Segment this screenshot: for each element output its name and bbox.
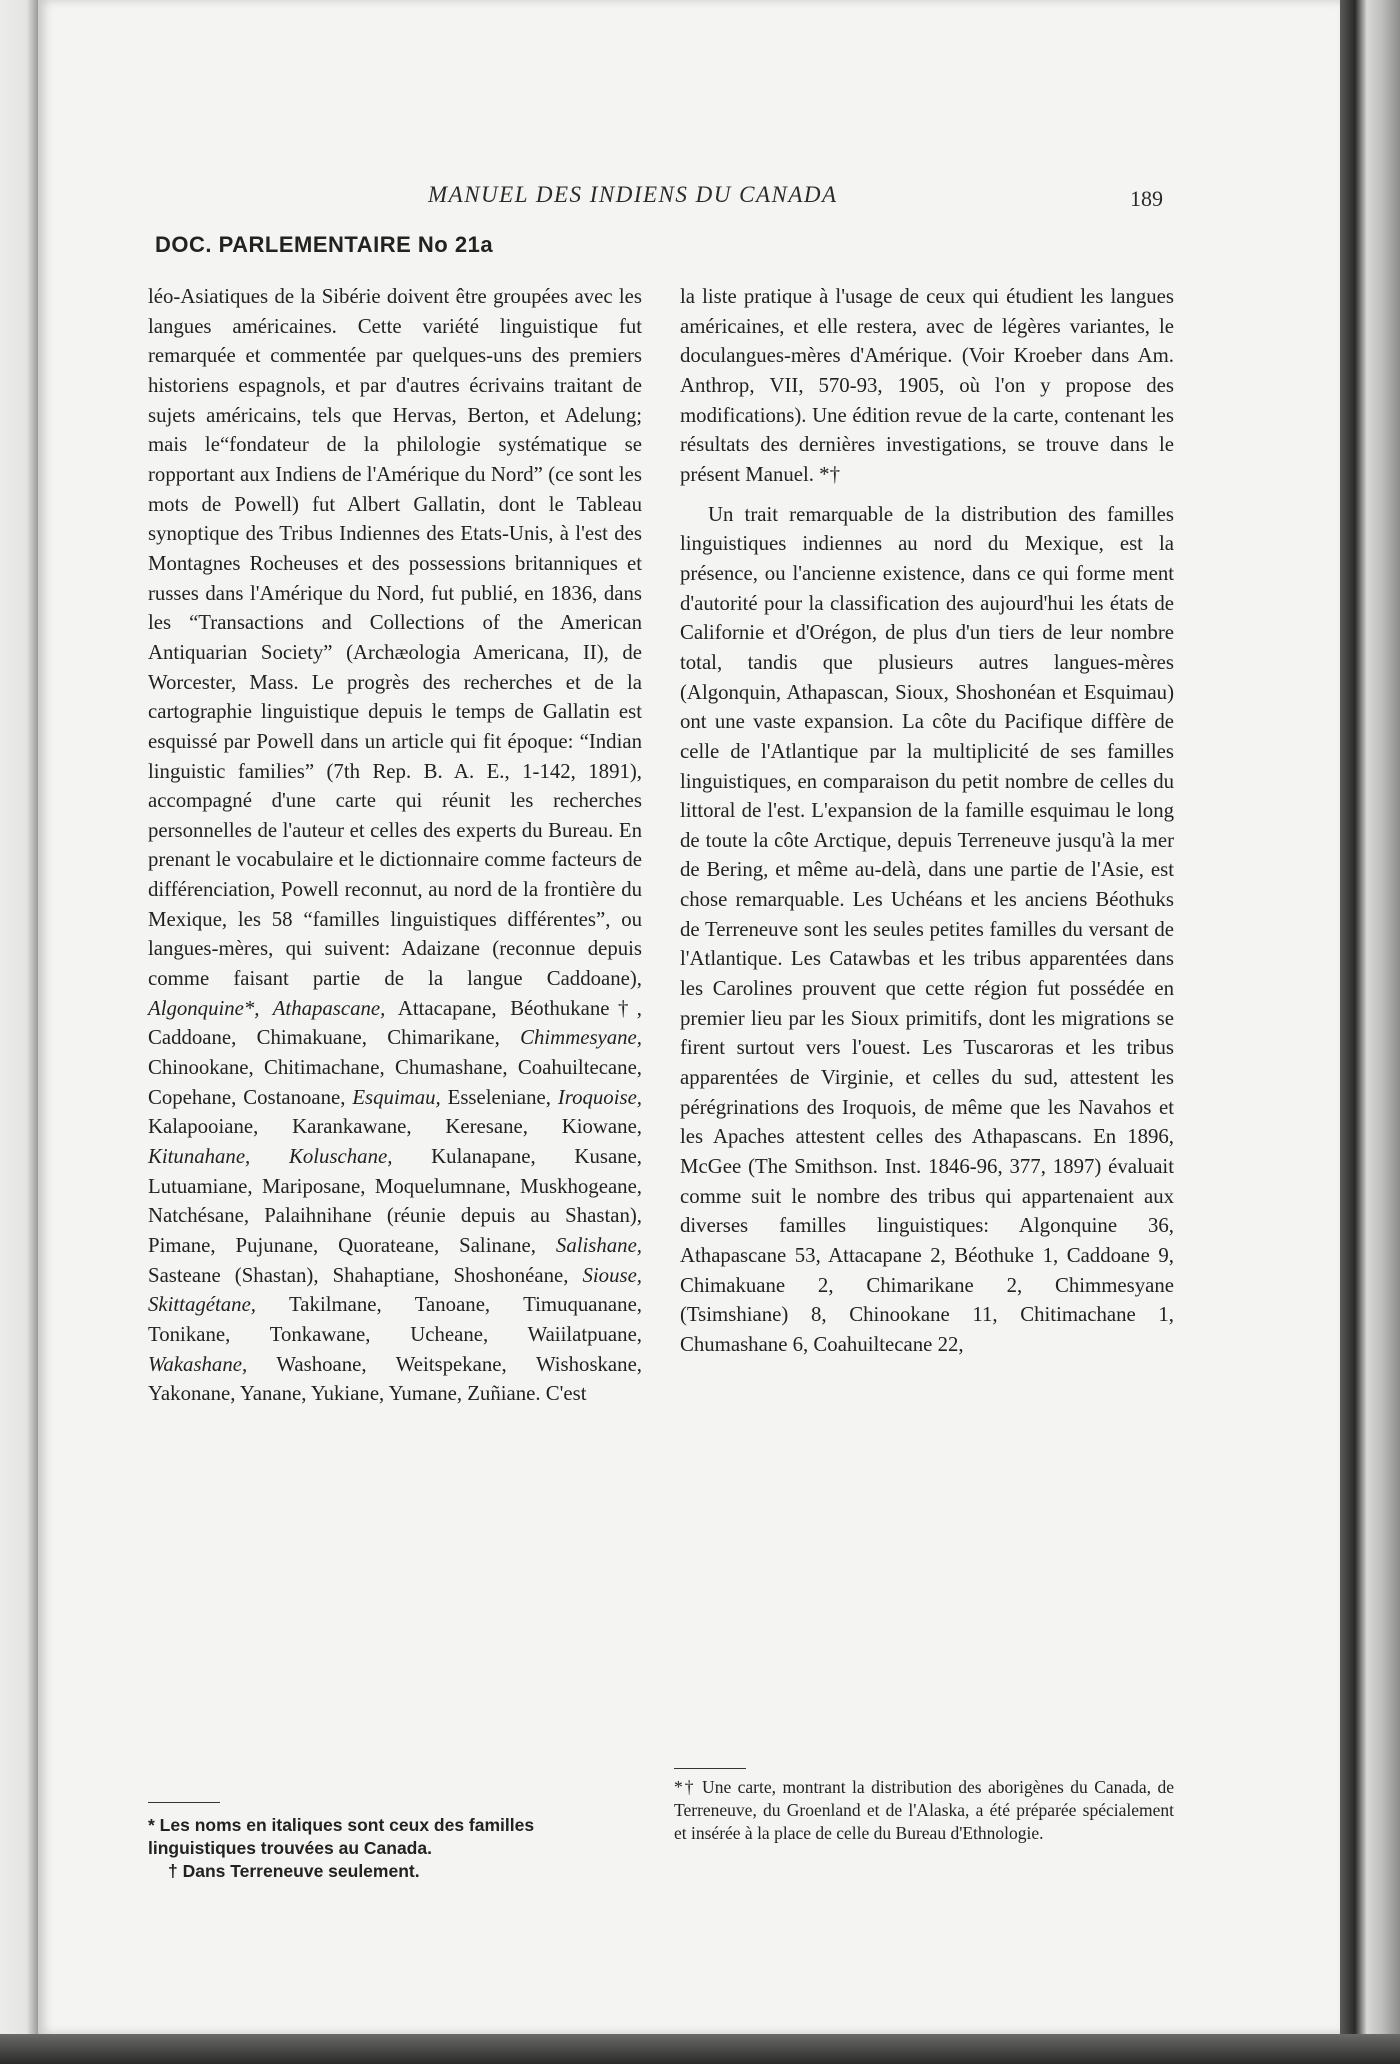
italic-family-name: Chimmesyane, <box>520 1026 642 1050</box>
roman-volume: VII <box>769 373 799 397</box>
roman-volume: II <box>582 640 597 664</box>
text-run: Attacapane, Béothukane†, Caddoane, Chimakuane, Chimarikane, <box>148 996 642 1050</box>
left-paragraph <box>148 282 642 1409</box>
italic-family-name: Kitunahane, Koluschane, <box>148 1145 393 1169</box>
right-column <box>680 282 1174 1360</box>
text-run: léo-Asiatiques de la Sibérie doivent être groupées avec les langues américaines. Cette variété linguistique fut remarquée et commentée par quelques-uns des premiers historiens espagnols, et par d'autres écrivains traitant de sujets américains, tels que Hervas, Berton, et Adelung; mais le“fondateur de la philologie systématique se ropportant aux Indiens de l'Amérique du Nord” (ce sont les mots de Powell) fut Albert Gallatin, dont le Tableau synoptique des Tribus Indiennes des Etats-Unis, à l'est des Montagnes Rocheuses et des possessions britanniques et russes dans l'Amérique du Nord, fut publié, en 1836, dans les “Transactions and Collections of the American Antiquarian Society” (Archæologia Americana, <box>148 285 642 664</box>
text-run: Esseleniane, <box>440 1085 558 1109</box>
left-column <box>148 282 642 1409</box>
text-run: Chinookane, Chitimachane, Chumashane, Coahuiltecane, Copehane, Costanoane, <box>148 1056 642 1109</box>
footnote-rule-left <box>148 1802 220 1803</box>
italic-family-name: Esquimau, <box>352 1085 441 1109</box>
text-run: la liste pratique à l'usage de ceux qui étudient les langues américaines, et elle restera, avec de légères variantes, le doculangues-mères d'Amérique. (Voir Kroeber dans Am. Anthrop, <box>680 285 1174 397</box>
page-number: 189 <box>1130 186 1163 211</box>
scan-left-edge <box>0 0 38 2040</box>
footnote-terreneuve: † Dans Terreneuve seulement. <box>168 1861 420 1881</box>
right-paragraph-1 <box>680 282 1174 490</box>
italic-family-name: Iroquoise, <box>557 1085 643 1109</box>
footnote-italics: * Les noms en italiques sont ceux des familles linguistiques trouvées au Canada. <box>148 1815 535 1858</box>
text-run: Kalapooiane, Karankawane, Keresane, Kiowane, <box>148 1115 642 1139</box>
right-paragraph-2: Un trait remarquable de la distribution des familles linguistiques indiennes au nord du Mexique, est la présence, ou l'ancienne existence, dans ce qui forme ment d'autorité pour la classification des aujourd'hui les états de Californie et d'Orégon, de plus d'un tiers de leur nombre total, tandis que plusieurs autres langues-mères (Algonquin, Athapascan, Sioux, Shoshonéan et Esquimau) ont une vaste expansion. La côte du Pacifique diffère de celle de l'Atlantique par la multiplicité de ses familles linguistiques, en comparaison du petit nombre de celles du littoral de l'est. L'expansion de la famille esquimau le long de toute la côte Arctique, depuis Terreneuve jusqu'à la mer de Bering, et même au-delà, dans une partie de l'Asie, est chose remarquable. Les Uchéans et les anciens Béothuks de Terreneuve sont les seules petites familles du versant de l'Atlantique. Les Catawbas et les tribus apparentées dans les Carolines prouvent que cette région fut possédée en premier lieu par les Sioux primitifs, dont les migrations se firent surtout vers l'ouest. Les Tuscaroras et les tribus apparentées de Virginie, et celles du sud, attestent les pérégrinations des Iroquois, de même que les Navahos et les Apaches attestent celles des Athapascans. En 1896, McGee (The Smithson. Inst. 1846-96, 377, 1897) évaluait comme suit le nombre des tribus qui appartenaient aux diverses familles linguistiques: Algonquine 36, Athapascane 53, Attacapane 2, Béothuke 1, Caddoane 9, Chimakuane 2, Chimarikane 2, Chimmesyane (Tsimshiane) 8, Chinookane 11, Chitimachane 1, Chumashane 6, Coahuiltecane 22, <box>680 502 1174 1356</box>
italic-family-name: Siouse, Skittagétane, <box>148 1263 642 1317</box>
text-run: Sasteane (Shastan), Shahaptiane, Shoshonéane, <box>148 1263 583 1287</box>
italic-family-name: Wakashane, <box>148 1352 248 1376</box>
text-run: Washoane, Weitspekane, Wishoskane, Yakonane, Yanane, Yukiane, Yumane, Zuñiane. C'est <box>148 1352 642 1406</box>
footnote-rule-right <box>674 1768 746 1769</box>
text-run: Takilmane, Tanoane, Timuquanane, Tonikane, Tonkawane, Ucheane, Waiilatpuane, <box>148 1293 642 1346</box>
left-footnotes <box>148 1814 642 1883</box>
running-title: MANUEL DES INDIENS DU CANADA <box>428 182 838 207</box>
scan-bottom-edge <box>0 2034 1400 2064</box>
text-run: Kulanapane, Kusane, Lutuamiane, Mariposane, Moquelumnane, Muskhogeane, Natchésane, Palaihnihane (réunie depuis au Shastan), Pimane, Pujunane, Quorateane, Salinane, <box>148 1145 643 1257</box>
italic-family-name: Algonquine*, Athapascane, <box>148 996 386 1020</box>
italic-family-name: Salishane, <box>555 1234 642 1257</box>
right-footnote: *† Une carte, montrant la distribution des aborigènes du Canada, de Terreneuve, du Groenland et de l'Alaska, a été préparée spécialement et insérée à la place de celle du Bureau d'Ethnologie. <box>674 1777 1174 1843</box>
text-run: , 570-93, 1905, où l'on y propose des modifications). Une édition revue de la carte, contenant les résultats des dernières investigations, se trouve dans le présent Manuel. *† <box>680 373 1175 486</box>
doc-reference: DOC. PARLEMENTAIRE No 21a <box>155 232 494 257</box>
text-run: ), de Worcester, Mass. Le progrès des recherches et de la cartographie linguistique depuis le temps de Gallatin est esquissé par Powell dans un article qui fit époque: “Indian linguistic families” (7th Rep. B. A. E., 1-142, 1891), accompagné d'une carte qui réunit les recherches personnelles de l'auteur et celles des experts du Bureau. En prenant le vocabulaire et le dictionnaire comme facteurs de différenciation, Powell reconnut, au nord de la frontière du Mexique, les 58 “familles linguistiques différentes”, ou langues-mères, qui suivent: Adaizane (reconnue depuis comme faisant partie de la langue Caddoane), <box>148 640 643 991</box>
book-binding-edge <box>1340 0 1400 2064</box>
